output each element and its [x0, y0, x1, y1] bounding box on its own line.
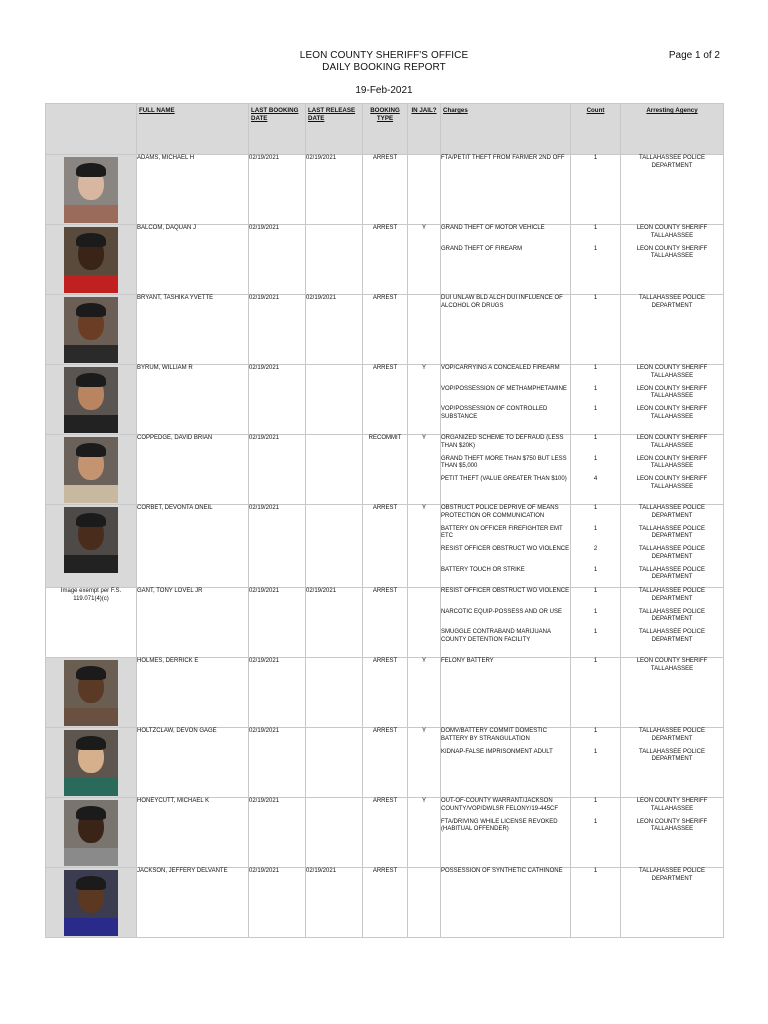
booking-date-cell: 02/19/2021 — [249, 295, 306, 365]
charge-count: 1 — [593, 505, 598, 511]
in-jail-cell: Y — [408, 435, 441, 505]
booking-row — [46, 658, 724, 728]
in-jail-cell — [408, 588, 441, 658]
photo-cell — [46, 728, 137, 798]
mugshot-hair — [76, 513, 106, 527]
charges-cell — [441, 728, 571, 798]
charge-text: GRAND THEFT OF MOTOR VEHICLE — [441, 225, 545, 231]
booking-type-cell: ARREST — [363, 588, 408, 658]
count-cell — [571, 588, 621, 658]
count-cell — [571, 505, 621, 588]
release-date-cell — [306, 658, 363, 728]
charge-count: 1 — [593, 365, 598, 371]
charge-text: BATTERY ON OFFICER FIREFIGHTER EMT ETC — [441, 525, 563, 539]
in-jail-cell: Y — [408, 505, 441, 588]
charge-count: 1 — [593, 155, 598, 161]
count-cell — [571, 798, 621, 868]
charge-count: 1 — [593, 728, 598, 734]
charge-text: FTA/DRIVING WHILE LICENSE REVOKED (HABITUAL OFFENDER) — [441, 818, 558, 832]
mugshot-hair — [76, 373, 106, 387]
booking-row — [46, 868, 724, 938]
photo-cell — [46, 365, 137, 435]
photo-cell — [46, 868, 137, 938]
table-header-row — [46, 104, 724, 155]
booking-row — [46, 798, 724, 868]
charge-count: 1 — [593, 566, 598, 573]
release-date-cell — [306, 365, 363, 435]
charge-count: 1 — [593, 658, 598, 664]
booking-row — [46, 365, 724, 435]
release-date-cell — [306, 225, 363, 295]
charges-cell — [441, 365, 571, 435]
agency-name: TALLAHASSEE POLICE DEPARTMENT — [639, 505, 705, 519]
mugshot-image — [64, 660, 118, 726]
agency-name: LEON COUNTY SHERIFF TALLAHASSEE — [636, 818, 708, 832]
charges-cell — [441, 435, 571, 505]
full-name-cell: GANT, TONY LOVEL JR — [137, 588, 249, 658]
mugshot-shirt — [64, 778, 118, 796]
mugshot-shirt — [64, 485, 118, 503]
release-date-cell: 02/19/2021 — [306, 155, 363, 225]
mugshot-image — [64, 800, 118, 866]
booking-row — [46, 728, 724, 798]
charge-count: 1 — [593, 385, 598, 392]
office-name: LEON COUNTY SHERIFF'S OFFICE — [299, 50, 469, 61]
agency-name: LEON COUNTY SHERIFF TALLAHASSEE — [636, 455, 708, 469]
in-jail-cell — [408, 868, 441, 938]
photo-cell — [46, 295, 137, 365]
charges-cell — [441, 868, 571, 938]
charge-text: SMUGGLE CONTRABAND MARIJUANA COUNTY DETENTION FACILITY — [441, 629, 551, 643]
booking-date-cell: 02/19/2021 — [249, 505, 306, 588]
charge-text: DUI UNLAW BLD ALCH DUI INFLUENCE OF ALCOHOL OR DRUGS — [441, 295, 563, 309]
report-name: DAILY BOOKING REPORT — [322, 62, 446, 73]
full-name-cell: JACKSON, JEFFERY DELVANTE — [137, 868, 249, 938]
mugshot-shirt — [64, 708, 118, 726]
mugshot-hair — [76, 233, 106, 247]
header-full-name: FULL NAME — [137, 104, 249, 155]
charge-text: OUT-OF-COUNTY WARRANT/JACKSON COUNTY/VOP/DWLSR FELONY/19-445CF — [441, 798, 559, 812]
charge-text: DOMV/BATTERY COMMIT DOMESTIC BATTERY BY STRANGULATION — [441, 728, 547, 742]
mugshot-hair — [76, 666, 106, 680]
booking-row — [46, 588, 724, 658]
in-jail-cell: Y — [408, 225, 441, 295]
agency-name: LEON COUNTY SHERIFF TALLAHASSEE — [636, 406, 708, 420]
header-arresting-agency: Arresting Agency — [621, 104, 724, 155]
booking-date-cell: 02/19/2021 — [249, 798, 306, 868]
header-photo — [46, 104, 137, 155]
booking-row — [46, 435, 724, 505]
charges-cell — [441, 798, 571, 868]
charge-text: PETIT THEFT (VALUE GREATER THAN $100) — [441, 476, 567, 482]
agency-name: LEON COUNTY SHERIFF TALLAHASSEE — [636, 385, 708, 399]
mugshot-shirt — [64, 275, 118, 293]
agency-name: TALLAHASSEE POLICE DEPARTMENT — [639, 566, 705, 580]
full-name-cell: HOLMES, DERRICK E — [137, 658, 249, 728]
agency-name: TALLAHASSEE POLICE DEPARTMENT — [639, 728, 705, 742]
agency-name: TALLAHASSEE POLICE DEPARTMENT — [639, 748, 705, 762]
arresting-agency-cell — [621, 588, 724, 658]
booking-date-cell: 02/19/2021 — [249, 155, 306, 225]
header-count: Count — [571, 104, 621, 155]
mugshot-image — [64, 227, 118, 293]
charge-text: NARCOTIC EQUIP-POSSESS AND OR USE — [441, 608, 563, 615]
charge-count: 1 — [593, 245, 598, 252]
charge-text: RESIST OFFICER OBSTRUCT WO VIOLENCE — [441, 546, 570, 552]
agency-name: LEON COUNTY SHERIFF TALLAHASSEE — [636, 476, 708, 490]
in-jail-cell: Y — [408, 728, 441, 798]
booking-date-cell: 02/19/2021 — [249, 728, 306, 798]
full-name-cell: ADAMS, MICHAEL H — [137, 155, 249, 225]
booking-type-cell: ARREST — [363, 155, 408, 225]
charge-text: POSSESSION OF SYNTHETIC CATHINONE — [441, 868, 563, 874]
mugshot-hair — [76, 303, 106, 317]
in-jail-cell: Y — [408, 798, 441, 868]
charge-text: BATTERY TOUCH OR STRIKE — [441, 566, 525, 573]
full-name-cell: BALCOM, DAQUAN J — [137, 225, 249, 295]
full-name-cell: COPPEDGE, DAVID BRIAN — [137, 435, 249, 505]
full-name-cell: HOLTZCLAW, DEVON GAGE — [137, 728, 249, 798]
count-cell — [571, 868, 621, 938]
count-cell — [571, 295, 621, 365]
charge-text: VOP/CARRYING A CONCEALED FIREARM — [441, 365, 560, 371]
charge-text: ORGANIZED SCHEME TO DEFRAUD (LESS THAN $20K) — [441, 435, 564, 449]
booking-type-cell: ARREST — [363, 868, 408, 938]
mugshot-image — [64, 157, 118, 223]
mugshot-shirt — [64, 205, 118, 223]
arresting-agency-cell — [621, 365, 724, 435]
charge-count: 1 — [593, 455, 598, 462]
report-office-title — [0, 50, 768, 74]
booking-type-cell: ARREST — [363, 225, 408, 295]
booking-type-cell: ARREST — [363, 798, 408, 868]
full-name-cell: CORBET, DEVONTA ONEIL — [137, 505, 249, 588]
report-date: 19-Feb-2021 — [355, 85, 413, 96]
charge-text: FTA/PETIT THEFT FROM FARMER 2ND OFF — [441, 155, 565, 161]
arresting-agency-cell — [621, 728, 724, 798]
booking-table — [45, 103, 724, 938]
in-jail-cell — [408, 295, 441, 365]
agency-name: TALLAHASSEE POLICE DEPARTMENT — [639, 608, 705, 622]
release-date-cell: 02/19/2021 — [306, 588, 363, 658]
booking-date-cell: 02/19/2021 — [249, 658, 306, 728]
header-charges: Charges — [441, 104, 571, 155]
booking-type-cell: ARREST — [363, 505, 408, 588]
mugshot-image — [64, 297, 118, 363]
photo-cell — [46, 658, 137, 728]
count-cell — [571, 728, 621, 798]
mugshot-hair — [76, 876, 106, 890]
booking-date-cell: 02/19/2021 — [249, 365, 306, 435]
charges-cell — [441, 155, 571, 225]
charge-text: GRAND THEFT MORE THAN $750 BUT LESS THAN $5,000 — [441, 455, 567, 469]
charge-count: 1 — [593, 588, 598, 594]
in-jail-cell: Y — [408, 365, 441, 435]
booking-date-cell: 02/19/2021 — [249, 588, 306, 658]
mugshot-shirt — [64, 345, 118, 363]
release-date-cell — [306, 728, 363, 798]
photo-cell — [46, 588, 137, 658]
charge-count: 1 — [593, 748, 598, 755]
booking-type-cell: ARREST — [363, 295, 408, 365]
in-jail-cell: Y — [408, 658, 441, 728]
in-jail-cell — [408, 155, 441, 225]
mugshot-image — [64, 367, 118, 433]
mugshot-hair — [76, 443, 106, 457]
mugshot-image — [64, 507, 118, 573]
booking-type-cell: ARREST — [363, 658, 408, 728]
arresting-agency-cell — [621, 155, 724, 225]
agency-name: LEON COUNTY SHERIFF TALLAHASSEE — [636, 435, 708, 449]
count-cell — [571, 365, 621, 435]
arresting-agency-cell — [621, 295, 724, 365]
charge-text: OBSTRUCT POLICE DEPRIVE OF MEANS PROTECTION OR COMMUNICATION — [441, 505, 559, 519]
header-in-jail: IN JAIL? — [408, 104, 441, 155]
header-booking-type: BOOKING TYPE — [363, 104, 408, 155]
booking-row — [46, 295, 724, 365]
charge-count: 1 — [593, 406, 598, 412]
booking-row — [46, 505, 724, 588]
photo-cell — [46, 155, 137, 225]
full-name-cell: HONEYCUTT, MICHAEL K — [137, 798, 249, 868]
charge-count: 1 — [593, 525, 598, 532]
mugshot-hair — [76, 163, 106, 177]
arresting-agency-cell — [621, 225, 724, 295]
charge-count: 1 — [593, 798, 598, 804]
release-date-cell — [306, 798, 363, 868]
full-name-cell: BRYANT, TASHIKA YVETTE — [137, 295, 249, 365]
mugshot-shirt — [64, 555, 118, 573]
booking-date-cell: 02/19/2021 — [249, 225, 306, 295]
agency-name: LEON COUNTY SHERIFF TALLAHASSEE — [636, 245, 708, 259]
charge-count: 1 — [593, 295, 598, 301]
agency-name: TALLAHASSEE POLICE DEPARTMENT — [639, 295, 705, 309]
release-date-cell: 02/19/2021 — [306, 868, 363, 938]
agency-name: TALLAHASSEE POLICE DEPARTMENT — [639, 155, 705, 169]
agency-name: TALLAHASSEE POLICE DEPARTMENT — [639, 525, 705, 539]
arresting-agency-cell — [621, 658, 724, 728]
agency-name: TALLAHASSEE POLICE DEPARTMENT — [639, 629, 705, 643]
release-date-cell — [306, 435, 363, 505]
charge-count: 1 — [593, 608, 598, 615]
mugshot-image — [64, 870, 118, 936]
agency-name: LEON COUNTY SHERIFF TALLAHASSEE — [636, 658, 708, 672]
charge-count: 1 — [593, 818, 598, 825]
charges-cell — [441, 225, 571, 295]
charges-cell — [441, 658, 571, 728]
agency-name: TALLAHASSEE POLICE DEPARTMENT — [639, 868, 705, 882]
charges-cell — [441, 295, 571, 365]
arresting-agency-cell — [621, 868, 724, 938]
mugshot-shirt — [64, 848, 118, 866]
booking-date-cell: 02/19/2021 — [249, 435, 306, 505]
charge-count: 1 — [593, 225, 598, 231]
count-cell — [571, 435, 621, 505]
charges-cell — [441, 588, 571, 658]
photo-cell — [46, 798, 137, 868]
charge-count: 4 — [593, 476, 598, 482]
header-release-date: LAST RELEASE DATE — [306, 104, 363, 155]
release-date-cell — [306, 505, 363, 588]
mugshot-hair — [76, 806, 106, 820]
booking-row — [46, 155, 724, 225]
photo-cell — [46, 225, 137, 295]
mugshot-shirt — [64, 918, 118, 936]
agency-name: LEON COUNTY SHERIFF TALLAHASSEE — [636, 225, 708, 239]
agency-name: TALLAHASSEE POLICE DEPARTMENT — [639, 588, 705, 602]
page-number: Page 1 of 2 — [668, 50, 720, 61]
mugshot-shirt — [64, 415, 118, 433]
full-name-cell: BYRUM, WILLIAM R — [137, 365, 249, 435]
booking-type-cell: RECOMMIT — [363, 435, 408, 505]
booking-type-cell: ARREST — [363, 728, 408, 798]
mugshot-hair — [76, 736, 106, 750]
count-cell — [571, 155, 621, 225]
photo-cell — [46, 435, 137, 505]
charge-count: 1 — [593, 868, 598, 874]
count-cell — [571, 658, 621, 728]
charge-count: 1 — [593, 435, 598, 441]
charge-count: 2 — [593, 546, 598, 552]
charge-text: KIDNAP-FALSE IMPRISONMENT ADULT — [441, 748, 553, 755]
count-cell — [571, 225, 621, 295]
agency-name: LEON COUNTY SHERIFF TALLAHASSEE — [636, 798, 708, 812]
booking-date-cell: 02/19/2021 — [249, 868, 306, 938]
arresting-agency-cell — [621, 798, 724, 868]
mugshot-image — [64, 730, 118, 796]
charge-text: GRAND THEFT OF FIREARM — [441, 245, 523, 252]
charge-text: VOP/POSSESSION OF CONTROLLED SUBSTANCE — [441, 406, 548, 420]
charge-text: VOP/POSSESSION OF METHAMPHETAMINE — [441, 385, 567, 392]
charge-text: RESIST OFFICER OBSTRUCT WO VIOLENCE — [441, 588, 570, 594]
agency-name: TALLAHASSEE POLICE DEPARTMENT — [639, 546, 705, 560]
agency-name: LEON COUNTY SHERIFF TALLAHASSEE — [636, 365, 708, 379]
release-date-cell: 02/19/2021 — [306, 295, 363, 365]
charge-count: 1 — [593, 629, 598, 635]
charge-text: FELONY BATTERY — [441, 658, 494, 664]
booking-row — [46, 225, 724, 295]
arresting-agency-cell — [621, 505, 724, 588]
mugshot-image — [64, 437, 118, 503]
charges-cell — [441, 505, 571, 588]
image-exempt-notice: Image exempt per F.S. 119.071(4)(c) — [60, 588, 122, 602]
booking-type-cell: ARREST — [363, 365, 408, 435]
arresting-agency-cell — [621, 435, 724, 505]
header-booking-date: LAST BOOKING DATE — [249, 104, 306, 155]
photo-cell — [46, 505, 137, 588]
